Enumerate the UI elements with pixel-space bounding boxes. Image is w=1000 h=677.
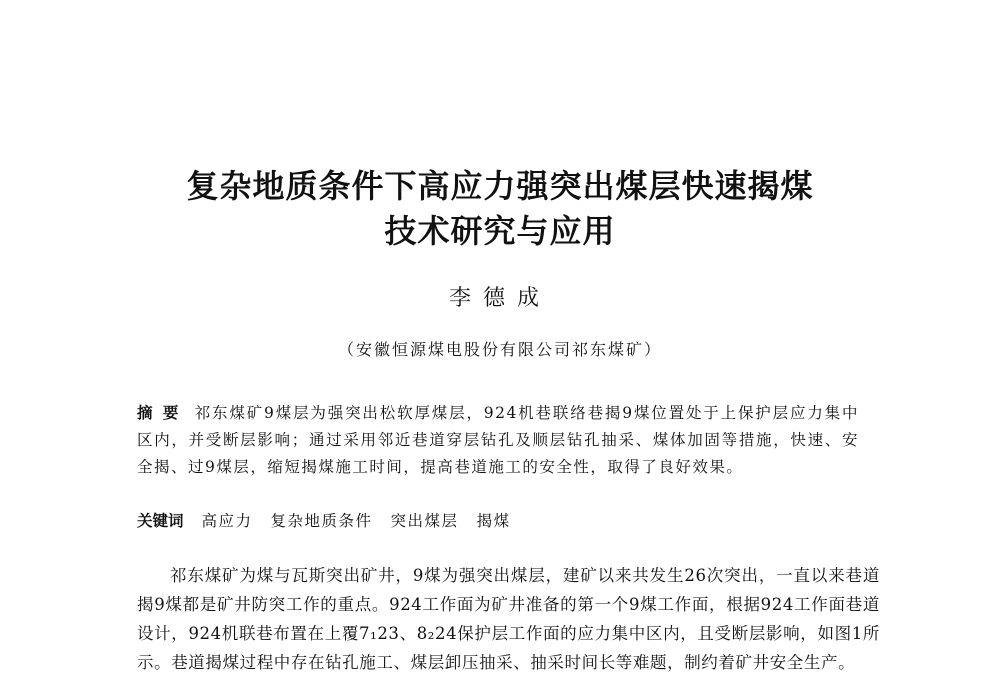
keyword-item: 高应力 [201, 512, 253, 530]
keyword-item: 揭煤 [476, 512, 511, 530]
abstract-label: 摘要 [137, 404, 189, 422]
body-paragraph: 祁东煤矿为煤与瓦斯突出矿井，9煤为强突出煤层，建矿以来共发生26次突出，一直以来巷道揭9煤都是矿井防突工作的重点。924工作面为矿井准备的第一个9煤工作面，根据924工作面巷道设计，924机联巷布置在上覆7₁23、8₂24保护层工作面的应力集中区内，且受断层影响，如图1所示。巷道揭煤过程中存在钻孔施工、煤层卸压抽采、抽采时间长等难题，制约着矿井安全生产。 [137, 566, 880, 672]
keywords-section [137, 509, 859, 533]
author-affiliation: （安徽恒源煤电股份有限公司祁东煤矿） [337, 340, 662, 359]
abstract-section [137, 400, 859, 481]
keywords-label: 关键词 [137, 512, 184, 530]
paper-title-line-2: 技术研究与应用 [384, 212, 616, 250]
keyword-item: 复杂地质条件 [270, 512, 373, 530]
keyword-item: 突出煤层 [390, 512, 459, 530]
paper-title-line-1: 复杂地质条件下高应力强突出煤层快速揭煤 [186, 167, 814, 205]
abstract-text: 祁东煤矿9煤层为强突出松软厚煤层，924机巷联络巷揭9煤位置处于上保护层应力集中区内，并受断层影响；通过采用邻近巷道穿层钻孔及顺层钻孔抽采、煤体加固等措施，快速、安全揭、过9煤层，缩短揭煤施工时间，提高巷道施工的安全性，取得了良好效果。 [137, 404, 859, 476]
author-name: 李德成 [448, 286, 551, 311]
